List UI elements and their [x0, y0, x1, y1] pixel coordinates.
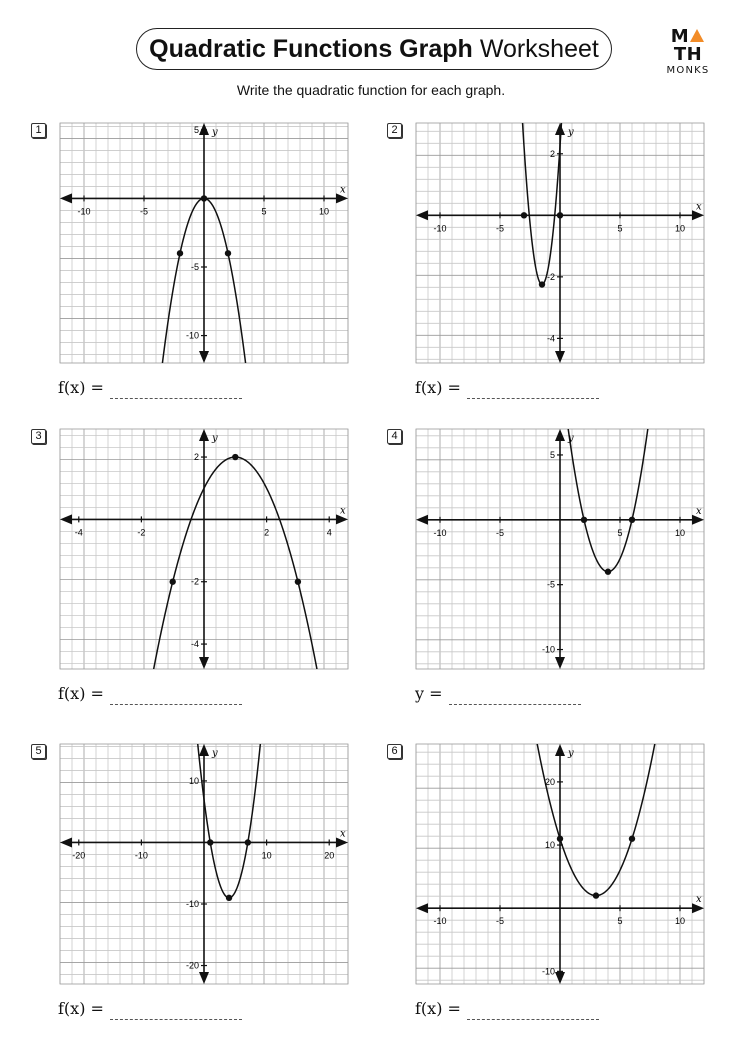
y-tick-label: -5 [546, 579, 555, 590]
graph-problem-3 [57, 426, 349, 672]
y-tick-label: -20 [185, 960, 199, 971]
y-axis-arrow-down-icon [199, 972, 209, 984]
y-tick-label: 2 [549, 148, 555, 159]
x-tick-label: -5 [495, 527, 505, 538]
y-axis-label: y [212, 433, 218, 444]
answer-line-4[interactable] [415, 684, 581, 705]
graph-point [629, 517, 635, 523]
answer-blank[interactable] [449, 690, 581, 705]
graph-problem-5 [57, 741, 349, 987]
x-tick-label: 10 [318, 206, 330, 217]
answer-line-6[interactable] [415, 999, 599, 1020]
y-axis-label: y [212, 748, 218, 759]
problem-number: 6 [387, 744, 402, 759]
problem-number: 3 [31, 429, 46, 444]
answer-blank[interactable] [110, 384, 242, 399]
graph-point [295, 579, 301, 585]
graph-point [225, 250, 231, 256]
x-tick-label: 5 [261, 206, 267, 217]
graph-point [245, 839, 251, 845]
y-axis-arrow-up-icon [199, 123, 209, 135]
x-tick-label: -10 [433, 916, 447, 927]
graph-point [521, 212, 527, 218]
y-tick-label: 5 [193, 124, 199, 135]
answer-label: y = [415, 684, 443, 703]
y-axis-arrow-up-icon [199, 744, 209, 756]
problem-number: 2 [387, 123, 402, 138]
x-tick-label: 10 [261, 850, 272, 861]
x-axis-arrow-left-icon [416, 210, 428, 220]
y-axis-arrow-down-icon [555, 972, 565, 984]
graph-point [177, 250, 183, 256]
x-tick-label: -10 [134, 850, 148, 861]
x-axis-arrow-left-icon [60, 514, 72, 524]
y-axis-label: y [212, 127, 218, 138]
answer-label: f(x) = [58, 999, 104, 1018]
answer-label: f(x) = [415, 378, 461, 397]
x-axis-arrow-left-icon [60, 193, 72, 203]
x-tick-label: 10 [674, 527, 686, 538]
x-tick-label: -10 [433, 527, 447, 538]
y-tick-label: -10 [541, 644, 555, 655]
y-axis-arrow-up-icon [555, 123, 565, 135]
x-axis-arrow-left-icon [60, 837, 72, 847]
x-tick-label: 10 [674, 223, 686, 234]
x-tick-label: -20 [72, 850, 86, 861]
graph-point [539, 281, 545, 287]
y-tick-label: -2 [546, 271, 555, 282]
x-axis-label: x [340, 828, 346, 840]
graph-point [581, 517, 587, 523]
math-monks-logo [660, 28, 716, 76]
y-axis-arrow-up-icon [555, 744, 565, 756]
graph-point [557, 212, 563, 218]
graph-problem-2 [413, 120, 705, 366]
logo-triangle-icon [690, 29, 704, 42]
x-tick-label: -5 [139, 206, 149, 217]
x-tick-label: 10 [674, 916, 686, 927]
x-tick-label: -2 [137, 527, 146, 538]
x-axis-label: x [340, 184, 346, 196]
graph-point [605, 569, 611, 575]
x-tick-label: 4 [326, 527, 332, 538]
y-axis-label: y [568, 127, 574, 138]
y-tick-label: -10 [185, 330, 199, 341]
y-tick-label: 5 [549, 449, 555, 460]
answer-blank[interactable] [467, 1005, 599, 1020]
answer-line-3[interactable] [58, 684, 242, 705]
y-axis-arrow-up-icon [555, 429, 565, 441]
x-tick-label: 20 [324, 850, 335, 861]
x-tick-label: -10 [77, 206, 91, 217]
worksheet-title [136, 28, 612, 70]
x-tick-label: 5 [617, 223, 623, 234]
graph-point [593, 892, 599, 898]
x-axis-arrow-left-icon [416, 903, 428, 913]
instruction-text: Write the quadratic function for each graph. [236, 82, 506, 98]
y-axis-arrow-down-icon [199, 351, 209, 363]
graph-point [207, 839, 213, 845]
y-tick-label: -10 [185, 899, 199, 909]
answer-line-1[interactable] [58, 378, 242, 399]
y-tick-label: -4 [190, 639, 199, 650]
x-axis-label: x [696, 201, 702, 213]
y-tick-label: -10 [541, 966, 555, 977]
problem-number: 5 [31, 744, 46, 759]
title-bold: Quadratic Functions Graph [149, 34, 473, 63]
y-axis-arrow-down-icon [555, 657, 565, 669]
graph-point [232, 454, 238, 460]
graph-point [201, 195, 207, 201]
y-axis-arrow-down-icon [555, 351, 565, 363]
graph-problem-4 [413, 426, 705, 672]
graph-point [226, 895, 232, 901]
answer-blank[interactable] [467, 384, 599, 399]
y-axis-label: y [568, 748, 574, 759]
y-axis-label: y [568, 433, 574, 444]
y-tick-label: 20 [544, 776, 555, 787]
x-tick-label: -5 [495, 916, 505, 927]
x-axis-label: x [696, 505, 702, 517]
x-tick-label: 5 [617, 916, 623, 927]
y-tick-label: 10 [188, 775, 199, 786]
x-axis-label: x [696, 894, 702, 906]
x-tick-label: 5 [617, 527, 623, 538]
logo-text-end: TH [673, 44, 703, 65]
answer-line-2[interactable] [415, 378, 599, 399]
graph-problem-1 [57, 120, 349, 366]
title-regular: Worksheet [479, 34, 599, 63]
answer-blank[interactable] [110, 1005, 242, 1020]
logo-subtext: MONKS [666, 65, 710, 76]
problem-number: 1 [31, 123, 46, 138]
graph-point [557, 836, 563, 842]
answer-label: f(x) = [58, 378, 104, 397]
x-tick-label: -5 [495, 223, 505, 234]
x-tick-label: 2 [264, 527, 270, 538]
y-tick-label: 10 [544, 840, 555, 851]
graph-point [629, 836, 635, 842]
answer-label: f(x) = [58, 684, 104, 703]
logo-text-start: M [670, 26, 690, 47]
x-tick-label: -10 [433, 223, 447, 234]
y-tick-label: 2 [193, 452, 199, 463]
answer-line-5[interactable] [58, 999, 242, 1020]
x-axis-label: x [340, 505, 346, 517]
x-tick-label: -4 [74, 527, 83, 538]
graph-problem-6 [413, 741, 705, 987]
answer-blank[interactable] [110, 690, 242, 705]
x-axis-arrow-left-icon [416, 515, 428, 525]
y-tick-label: -5 [190, 262, 199, 272]
problem-number: 4 [387, 429, 402, 444]
graph-point [169, 579, 175, 585]
y-tick-label: -2 [190, 576, 199, 587]
y-tick-label: -4 [546, 333, 555, 344]
answer-label: f(x) = [415, 999, 461, 1018]
